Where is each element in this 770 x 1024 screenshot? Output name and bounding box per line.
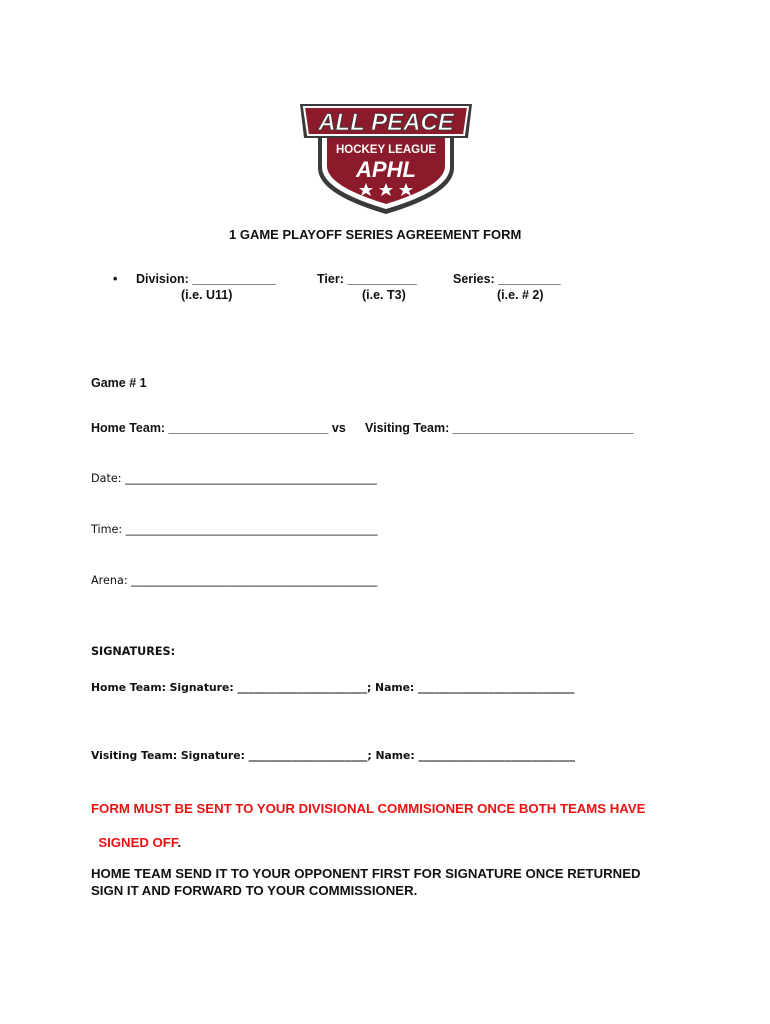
notice-period: . <box>177 835 182 850</box>
form-title: 1 GAME PLAYOFF SERIES AGREEMENT FORM <box>229 227 522 242</box>
notice-line1: FORM MUST BE SENT TO YOUR DIVISIONAL COMMISIONER ONCE BOTH TEAMS HAVE <box>91 801 646 816</box>
instruction-line1: HOME TEAM SEND IT TO YOUR OPPONENT FIRST FOR SIGNATURE ONCE RETURNED <box>91 866 641 881</box>
date-field[interactable]: Date: _____________________________________________ <box>91 472 377 485</box>
visiting-team-signature-field[interactable]: Visiting Team: Signature: ______________________; Name: _____________________________ <box>91 749 576 762</box>
home-team-signature-field[interactable]: Home Team: Signature: ________________________; Name: _____________________________ <box>91 681 575 694</box>
time-field[interactable]: Time: _____________________________________________ <box>91 523 378 536</box>
game-label: Game # 1 <box>91 376 147 390</box>
tier-hint: (i.e. T3) <box>362 288 406 302</box>
aphl-logo <box>296 98 476 216</box>
tier-field[interactable]: Tier: __________ <box>317 272 417 286</box>
division-hint: (i.e. U11) <box>181 288 233 302</box>
logo-line2: HOCKEY LEAGUE <box>335 144 437 156</box>
division-field[interactable]: Division: ____________ <box>136 272 276 286</box>
instruction-line2: SIGN IT AND FORWARD TO YOUR COMMISSIONER. <box>91 883 418 898</box>
series-field[interactable]: Series: _________ <box>453 272 561 286</box>
logo-line1: ALL PEACE <box>318 109 454 136</box>
home-team-field[interactable]: Home Team: _______________________ vs <box>91 421 346 435</box>
notice-line2 <box>91 817 181 851</box>
logo-line3: APHL <box>356 157 416 182</box>
bullet: • <box>113 272 118 286</box>
signatures-heading: SIGNATURES: <box>91 645 176 658</box>
series-hint: (i.e. # 2) <box>497 288 544 302</box>
notice-line2-text: SIGNED OFF <box>98 835 178 850</box>
visiting-team-field[interactable]: Visiting Team: __________________________ <box>365 421 634 435</box>
arena-field[interactable]: Arena: ____________________________________________ <box>91 574 378 587</box>
